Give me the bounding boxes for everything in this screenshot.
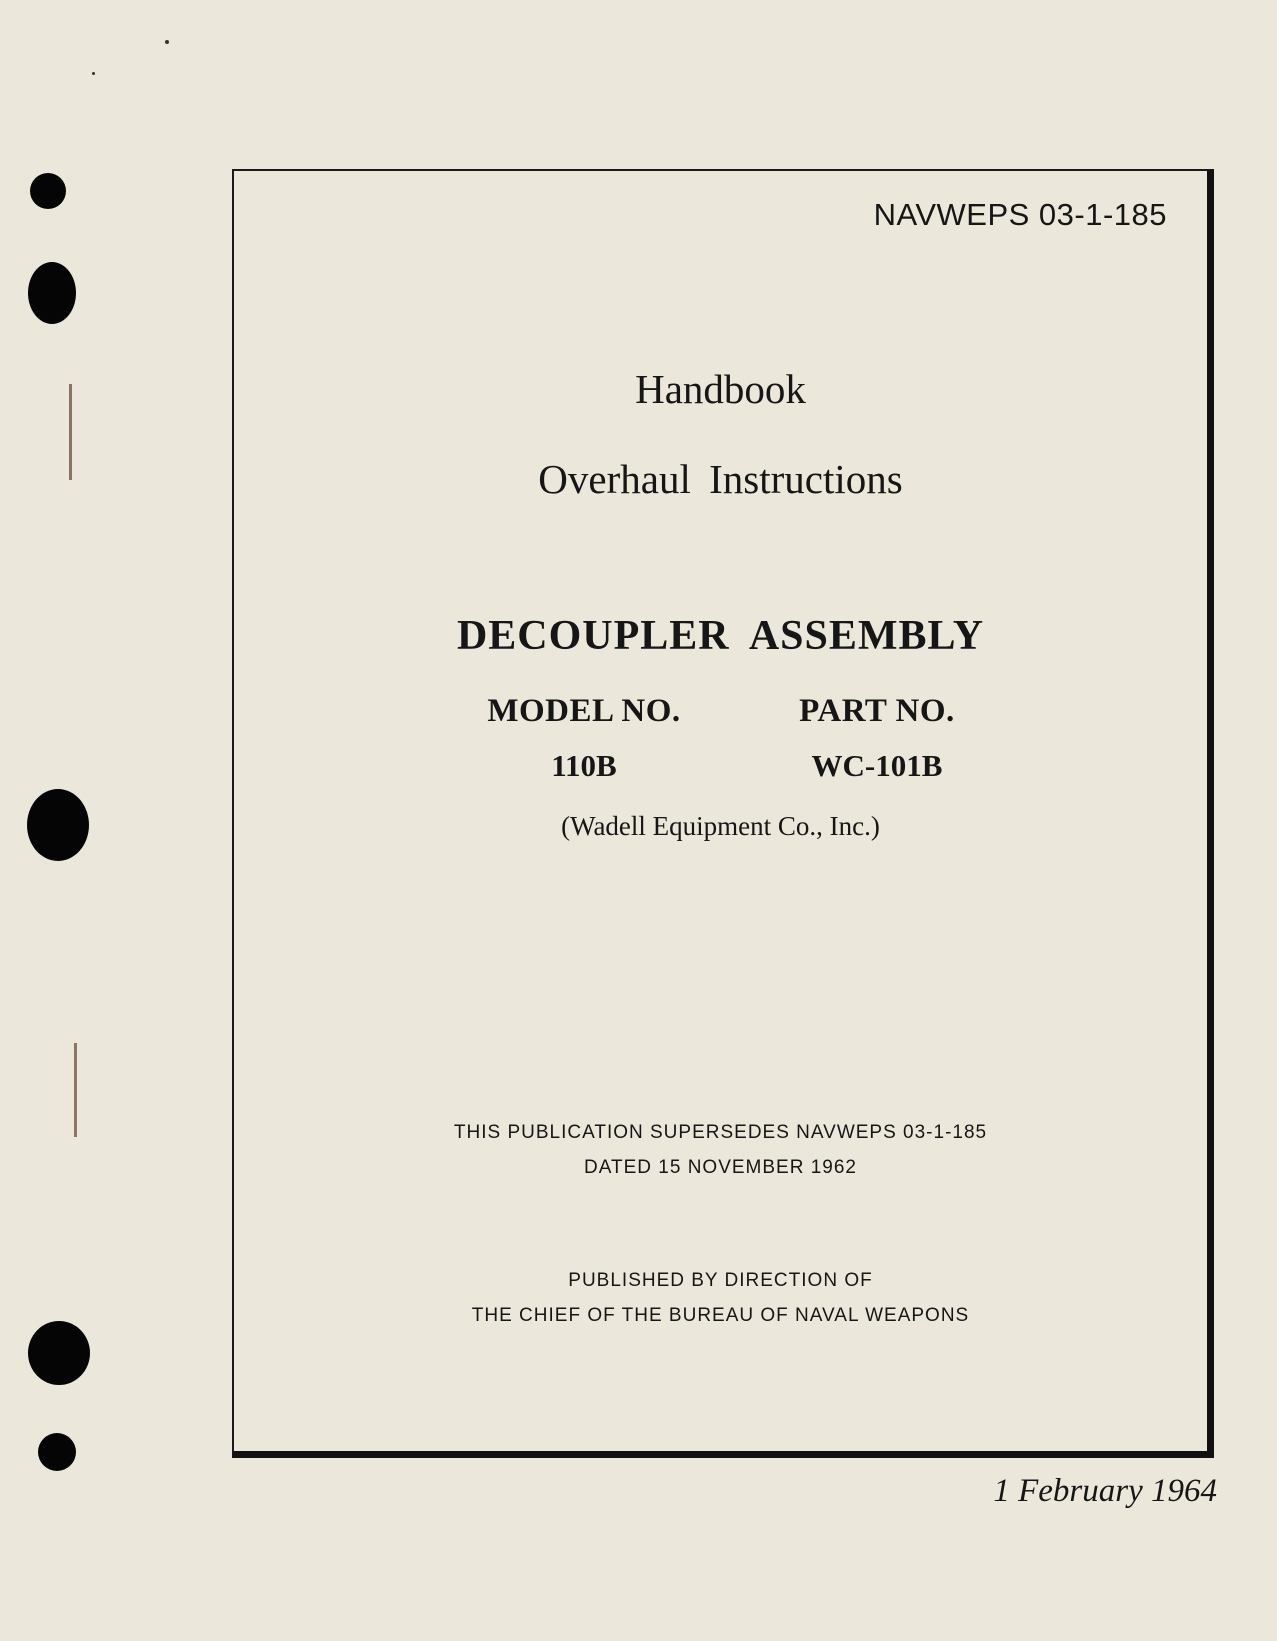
publication-date: 1 February 1964 [993, 1473, 1217, 1509]
punch-hole [27, 789, 89, 861]
supersedes-line: THIS PUBLICATION SUPERSEDES NAVWEPS 03-1-185 [453, 1122, 988, 1143]
punch-hole [28, 262, 76, 324]
staple-mark [74, 1043, 77, 1137]
part-number-value: WC-101B [811, 748, 943, 783]
model-number-label: MODEL NO. [487, 693, 681, 729]
published-by-line: PUBLISHED BY DIRECTION OF [568, 1270, 873, 1291]
supersedes-date-line: DATED 15 NOVEMBER 1962 [584, 1157, 857, 1178]
document-title: DECOUPLER ASSEMBLY [456, 613, 985, 659]
punch-hole [38, 1433, 76, 1471]
part-number-label: PART NO. [799, 693, 955, 729]
document-number: NAVWEPS 03-1-185 [873, 197, 1167, 232]
cover-frame [232, 169, 1214, 1458]
model-number-block [474, 693, 694, 784]
bureau-line: THE CHIEF OF THE BUREAU OF NAVAL WEAPONS [471, 1305, 970, 1326]
supersedes-notice [234, 1115, 1207, 1185]
handbook-label: Handbook [635, 366, 806, 412]
paper-speck [92, 72, 95, 75]
publisher-notice [234, 1263, 1207, 1333]
staple-mark [69, 384, 72, 480]
punch-hole [30, 173, 66, 209]
document-subtitle: Overhaul Instructions [538, 456, 903, 502]
part-number-block [767, 693, 987, 784]
paper-speck [165, 40, 169, 44]
punch-hole [28, 1321, 90, 1385]
model-number-value: 110B [551, 748, 617, 783]
manufacturer: (Wadell Equipment Co., Inc.) [561, 811, 880, 841]
